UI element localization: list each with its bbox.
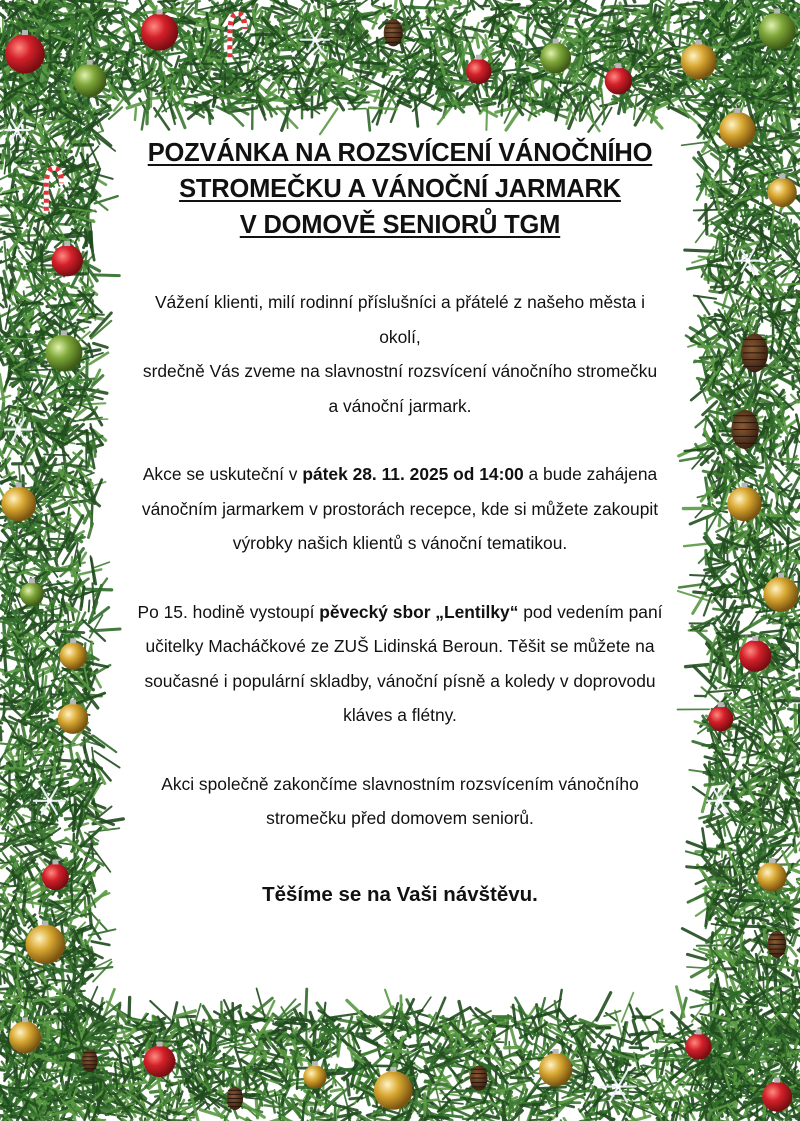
bauble-ornament (303, 1065, 326, 1088)
snowflake-center (312, 37, 317, 42)
bauble-ornament (42, 863, 69, 890)
text-line: okolí, (379, 326, 421, 347)
text-line: současné i populární skladby, vánoční písně a koledy v doprovodu (144, 670, 656, 691)
bauble-ornament (768, 178, 797, 207)
text-span: pod vedením paní (518, 601, 663, 622)
bauble-cap (752, 636, 758, 641)
text-line: vánočním jarmarkem v prostorách recepce, kde si můžete zakoupit (141, 498, 659, 519)
bauble-cap (476, 55, 482, 60)
title-line: POZVÁNKA NA ROZSVÍCENÍ VÁNOČNÍHO (147, 139, 653, 167)
bauble-cap (696, 1030, 702, 1035)
snowflake-center (16, 427, 21, 432)
bauble-ornament (540, 43, 571, 74)
bauble-cap (696, 40, 702, 45)
text-line: výrobky našich klientů s vánoční tematikou. (232, 533, 568, 553)
bauble-ornament (762, 1082, 792, 1112)
text-line: srdečně Vás zveme na slavnostní rozsvícení vánočního stromečku (142, 361, 658, 381)
bauble-ornament (681, 44, 717, 80)
invitation-title (95, 135, 705, 243)
title-line: V DOMOVĚ SENIORŮ TGM (239, 211, 561, 239)
bauble-ornament (73, 64, 106, 97)
bauble-cap (157, 9, 163, 14)
bauble-cap (741, 483, 747, 488)
bauble-ornament (539, 1053, 572, 1086)
bauble-ornament (20, 582, 44, 606)
bauble-cap (61, 330, 67, 335)
bauble-ornament (708, 706, 733, 731)
text-line (95, 457, 705, 492)
bauble-cap (774, 1078, 780, 1083)
text-span: Po 15. hodině vystoupí (137, 601, 320, 622)
bauble-ornament (739, 640, 771, 672)
greeting-paragraph (95, 285, 705, 423)
closing-line: Těšíme se na Vaši návštěvu. (262, 882, 538, 906)
bauble-cap (769, 858, 775, 863)
bauble-cap (22, 30, 28, 35)
event-datetime: pátek 28. 11. 2025 od 14:00 (302, 464, 524, 484)
text-line: učitelky Macháčkové ze ZUŠ Lidinská Beroun. Těšit se můžete na (145, 636, 655, 656)
bauble-ornament (9, 1021, 41, 1053)
invitation-content (95, 135, 705, 910)
bauble-cap (778, 573, 784, 578)
bauble-ornament (45, 334, 82, 371)
bauble-ornament (5, 34, 45, 74)
bauble-cap (312, 1061, 318, 1066)
text-line: stromečku před domovem seniorů. (266, 808, 534, 828)
text-line: a vánoční jarmark. (328, 395, 472, 416)
bauble-cap (157, 1042, 163, 1047)
bauble-ornament (26, 925, 66, 965)
bauble-ornament (719, 112, 755, 148)
bauble-cap (70, 638, 76, 643)
bauble-cap (16, 483, 22, 488)
bauble-cap (29, 578, 35, 583)
bauble-ornament (605, 67, 632, 94)
event-paragraph (95, 457, 705, 561)
bauble-cap (52, 859, 58, 864)
bauble-cap (42, 921, 48, 926)
bauble-ornament (141, 13, 178, 50)
bauble-cap (779, 174, 785, 179)
bauble-cap (22, 1017, 28, 1022)
choir-name: pěvecký sbor „Lentilky“ (319, 601, 519, 622)
bauble-cap (70, 699, 76, 704)
text-line (95, 595, 705, 630)
bauble-cap (390, 1067, 396, 1072)
text-span: a bude zahájena (523, 464, 658, 484)
snowflake-center (616, 1084, 621, 1089)
bauble-ornament (374, 1071, 413, 1110)
bauble-cap (64, 241, 70, 246)
bauble-cap (87, 60, 93, 65)
text-line: kláves a flétny. (343, 705, 457, 725)
snowflake-center (718, 798, 723, 803)
ending-paragraph (95, 767, 705, 836)
title-line: STROMEČKU A VÁNOČNÍ JARMARK (179, 175, 621, 203)
snowflake-center (47, 798, 52, 803)
bauble-cap (615, 63, 621, 68)
snowflake-center (745, 258, 750, 263)
bauble-ornament (764, 577, 799, 612)
text-line: Akci společně zakončíme slavnostním rozsvícením vánočního (161, 773, 639, 794)
bauble-ornament (60, 642, 87, 669)
bauble-ornament (144, 1046, 176, 1078)
choir-paragraph (95, 595, 705, 733)
bauble-ornament (466, 59, 491, 84)
snowflake-center (15, 128, 20, 133)
bauble-ornament (757, 862, 786, 891)
bauble-cap (553, 39, 559, 44)
bauble-cap (718, 702, 724, 707)
bauble-ornament (759, 13, 796, 50)
text-line: Vážení klienti, milí rodinní příslušníci a přátelé z našeho města i (154, 292, 646, 312)
bauble-cap (774, 9, 780, 14)
bauble-cap (734, 108, 740, 113)
bauble-ornament (52, 245, 83, 276)
bauble-cap (553, 1049, 559, 1054)
bauble-ornament (58, 703, 88, 733)
bauble-ornament (686, 1034, 712, 1060)
text-span: Akce se uskuteční v (142, 464, 303, 484)
bauble-ornament (1, 487, 36, 522)
bauble-ornament (727, 487, 761, 521)
